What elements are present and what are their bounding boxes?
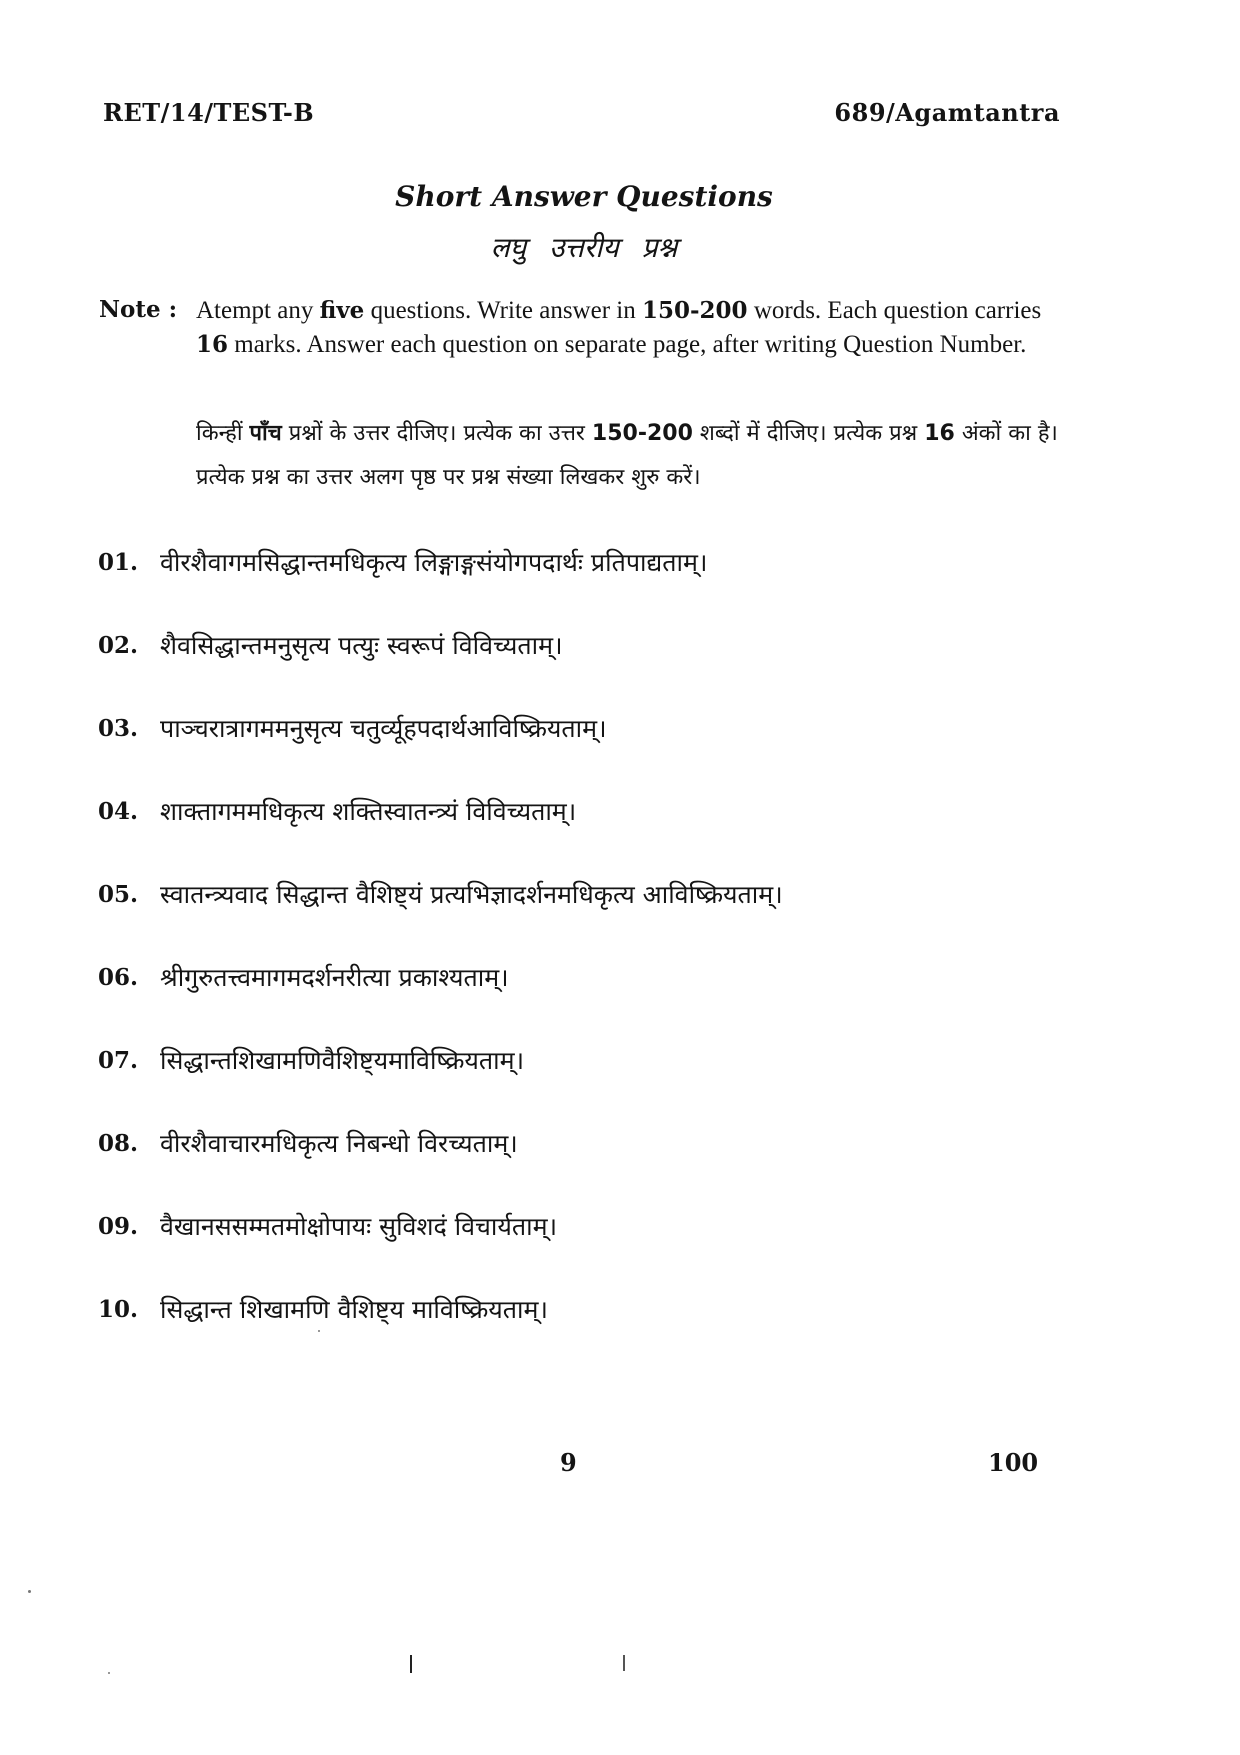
- question-number: 09.: [98, 1213, 139, 1240]
- note-hi-bold: 150-200: [591, 421, 693, 446]
- question-number: 07.: [98, 1047, 139, 1074]
- question-number: 05.: [98, 881, 139, 908]
- question-text: श्रीगुरुतत्त्वमागमदर्शनरीत्या प्रकाश्यताम्।: [160, 963, 509, 992]
- question-item: [0, 626, 1240, 674]
- note-en-bold: 150-200: [641, 297, 748, 324]
- question-item: [0, 958, 1240, 1006]
- question-item: [0, 1124, 1240, 1172]
- question-item: [0, 1290, 1240, 1338]
- note-label: Note :: [99, 296, 178, 323]
- question-item: [0, 1207, 1240, 1255]
- note-en-text: questions. Write answer in: [364, 297, 642, 324]
- note-hi-bold: पाँच: [249, 421, 282, 446]
- question-item: [0, 792, 1240, 840]
- question-item: [0, 543, 1240, 591]
- question-item: [0, 1041, 1240, 1089]
- note-en-bold: five: [319, 297, 365, 324]
- question-text: स्वातन्त्र्यवाद सिद्धान्त वैशिष्ट्यं प्रत्यभिज्ञादर्शनमधिकृत्य आविष्क्रियताम्।: [160, 880, 783, 909]
- question-text: शैवसिद्धान्तमनुसृत्य पत्युः स्वरूपं विविच्यताम्।: [160, 631, 563, 660]
- scan-speck: [108, 1672, 110, 1674]
- note-hi-text: किन्हीं: [196, 421, 250, 446]
- question-text: सिद्धान्त शिखामणि वैशिष्ट्य माविष्क्रियताम्।: [160, 1295, 548, 1324]
- subject-code: 689/Agamtantra: [834, 98, 1060, 127]
- paper-code: RET/14/TEST-B: [103, 98, 315, 127]
- question-number: 03.: [98, 715, 139, 742]
- note-hi-bold: 16: [924, 421, 955, 446]
- question-item: [0, 709, 1240, 757]
- note-hi-text: शब्दों में दीजिए। प्रत्येक प्रश्न: [692, 421, 925, 446]
- page-number: 9: [560, 1448, 577, 1477]
- question-text: शाक्तागममधिकृत्य शक्तिस्वातन्त्र्यं विविच्यताम्।: [160, 797, 577, 826]
- note-hi-text: अंकों का है। प्रत्येक प्रश्न का उत्तर अलग पृष्ठ पर प्रश्न संख्या लिखकर शुरु करें।: [196, 421, 1058, 490]
- scan-speck: [318, 1330, 320, 1332]
- question-text: वीरशैवागमसिद्धान्तमधिकृत्य लिङ्गाङ्गसंयोगपदार्थः प्रतिपाद्यताम्।: [160, 548, 708, 577]
- section-title: Short Answer Questions: [395, 180, 773, 213]
- scan-mark: [623, 1655, 625, 1671]
- question-text: वीरशैवाचारमधिकृत्य निबन्धो विरच्यताम्।: [160, 1129, 518, 1158]
- question-number: 10.: [98, 1296, 139, 1323]
- question-number: 06.: [98, 964, 139, 991]
- scan-mark: [410, 1655, 412, 1673]
- question-text: पाञ्चरात्रागममनुसृत्य चतुर्व्यूहपदार्थआविष्क्रियताम्।: [160, 714, 607, 743]
- section-title-hindi: लघु उत्तरीय प्रश्न: [490, 231, 678, 264]
- question-item: [0, 875, 1240, 923]
- question-text: सिद्धान्तशिखामणिवैशिष्ट्यमाविष्क्रियताम्।: [160, 1046, 525, 1075]
- scan-speck: [28, 1590, 31, 1593]
- question-number: 02.: [98, 632, 139, 659]
- note-en-text: marks. Answer each question on separate page, after writing Question Number.: [228, 331, 1027, 358]
- question-number: 04.: [98, 798, 139, 825]
- note-en-bold: 16: [196, 331, 229, 358]
- question-text: वैखानससम्मतमोक्षोपायः सुविशदं विचार्यताम्।: [160, 1212, 558, 1241]
- question-number: 08.: [98, 1130, 139, 1157]
- note-hi-text: प्रश्नों के उत्तर दीजिए। प्रत्येक का उत्तर: [281, 421, 592, 446]
- note-en-text: words. Each question carries: [747, 297, 1042, 324]
- question-number: 01.: [98, 549, 139, 576]
- page-code: 100: [988, 1448, 1039, 1477]
- note-en-text: Atempt any: [196, 297, 320, 324]
